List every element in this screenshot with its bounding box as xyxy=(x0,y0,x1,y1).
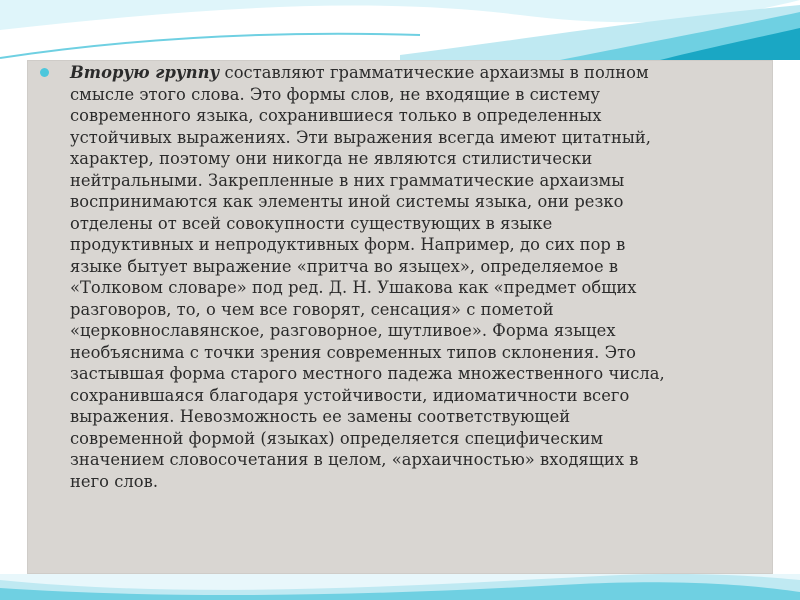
paragraph-body: составляют грамматические архаизмы в полном смысле этого слова. Это формы слов, не входящие в систему современного языка, сохранившиеся только в определенных устойчивых выражениях. Эти выражения всегда имеют цитатный, характер, поэтому они никогда не являются стилистически нейтральными. Закрепленные в них грамматические архаизмы воспринимаются как элементы иной системы языка, они резко отделены от всей совокупности существующих в языке продуктивных и непродуктивных форм. Например, до сих пор в языке бытует выражение «притча во языцех», определяемое в «Толковом словаре» под ред. Д. Н. Ушакова как «предмет общих разговоров, то, о чем все говорят, сенсация» с пометой «церковнославянское, разговорное, шутливое». Форма языцех необъяснима с точки зрения современных типов склонения. Это застывшая форма старого местного падежа множественного числа, сохранившаяся благодаря устойчивости, идиоматичности всего выражения. Невозможность ее замены соответствующей современной формой (языках) определяется специфическим значением словосочетания в целом, «архаичностью» входящих в него слов. xyxy=(70,63,665,491)
top-wave-line xyxy=(0,34,420,58)
bullet-icon xyxy=(40,68,49,77)
paragraph-lead: Вторую группу xyxy=(70,63,220,82)
paragraph xyxy=(70,62,760,492)
